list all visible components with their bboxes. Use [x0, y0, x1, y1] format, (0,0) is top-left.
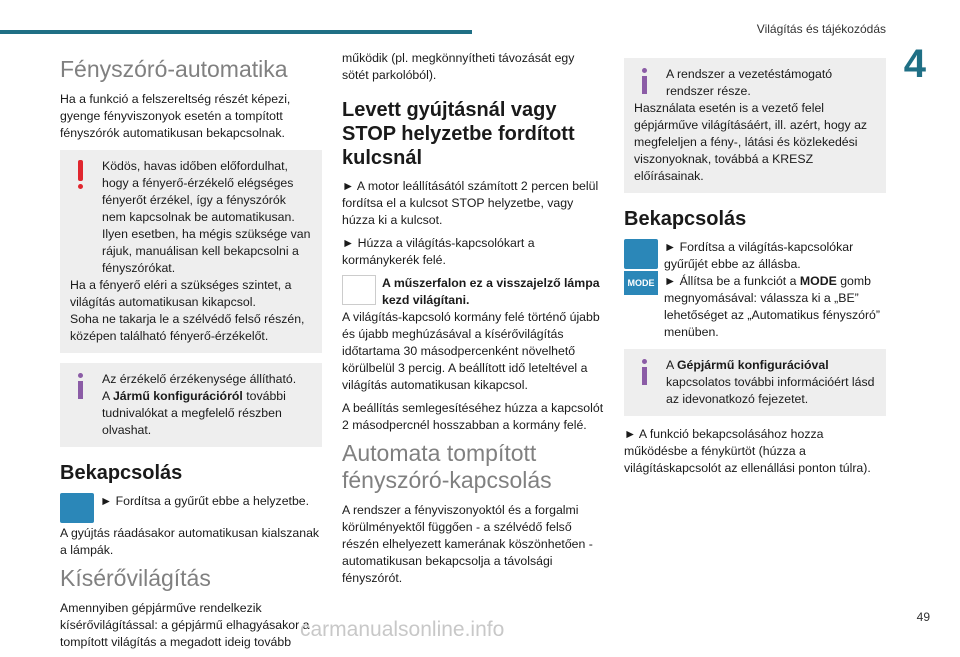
- step-ring: ► Fordítsa a világítás-kapcsolókar gyűrűjét ebbe az állásba.: [664, 240, 854, 271]
- auto-light-icon: [624, 239, 658, 269]
- lamp-note: A műszerfalon ez a visszajelző lámpa kezd világítani.: [382, 276, 600, 307]
- intro-text: Ha a funkció a felszereltség részét képezi, gyenge fényviszonyok esetén a tompított fényszórók automatikusan bekapcsolnak.: [60, 92, 291, 140]
- step-stop: ► A motor leállításától számított 2 percen belül fordítsa el a kulcsot STOP helyzetbe, vagy húzza ki a kulcsot.: [342, 179, 599, 227]
- auto-light-icon: [60, 493, 94, 523]
- heading-auto-headlights: Fényszóró-automatika: [60, 56, 288, 82]
- warning-text-2: Ha a fényerő eléri a szükséges szintet, a világítás automatikusan kikapcsol.: [70, 278, 292, 309]
- step-pull: ► Húzza a világítás-kapcsolókart a kormánykerék felé.: [342, 236, 535, 267]
- info-icon: [640, 359, 648, 389]
- headlamp-indicator-icon: [342, 275, 376, 305]
- warning-icon: [76, 160, 84, 190]
- info-icon: [640, 68, 648, 98]
- step-text: ► Fordítsa a gyűrűt ebbe a helyzetbe.: [100, 494, 310, 508]
- info-text: Az érzékelő érzékenysége állítható.: [102, 372, 297, 386]
- info-text: A rendszer a vezetéstámogató rendszer része.: [666, 67, 833, 98]
- watermark: carmanualsonline.info: [300, 618, 505, 641]
- step-row: MODE ► Fordítsa a világítás-kapcsolókar gyűrűjét ebbe az állásba. ► Állítsa be a funkciót a MODE gomb megnyomásával: válassza ki a „BE” lehetőséget az „Automatikus fényszóró” menüben.: [624, 239, 886, 341]
- step-row: [60, 493, 322, 525]
- auto-dipped-text: A rendszer a fényviszonyoktól és a forgalmi körülményektől függően - a szélvédő felső részén elhelyezett kamerának köszönhetően - automatikusan bekapcsolja a távolsági fényszórót.: [342, 503, 593, 585]
- escort-text: Amennyiben gépjárműve rendelkezik kísérővilágítással: a gépjármű elhagyásakor a tompított világítás a megadott ideig tovább: [60, 601, 310, 649]
- escort-duration: A világítás-kapcsoló kormány felé történő újabb és újabb meghúzásával a kísérővilágítás időtartama 30 másodpercenként növelhető körülbelül 3 percig. A beállított idő leteltével a világítás automatikusan kikapcsol.: [342, 310, 600, 392]
- section-title: Világítás és tájékozódás: [756, 22, 886, 36]
- escort-disable: A beállítás semlegesítéséhez húzza a kapcsolót 2 másodpercnél hosszabban a kormány felé.: [342, 401, 604, 432]
- escort-continued: működik (pl. megkönnyítheti távozását egy sötét parkolóból).: [342, 51, 575, 82]
- info-text-2: Használata esetén is a vezető felel gépjárműve világításáért, ill. azért, hogy az megfeleljen a fény-, látási és közlekedési viszonyoknak, továbbá a KRESZ előírásainak.: [634, 101, 868, 183]
- header-bar: [0, 30, 472, 34]
- warning-text: Ködös, havas időben előfordulhat, hogy a fényerő-érzékelő elégséges fényerőt érzékel, így a fényszórók nem kapcsolnak be automatikusan. Ilyen esetben, ha mégis szüksége van rájuk, manuálisan kell bekapcsolni a fényszórókat.: [102, 159, 311, 275]
- info-bold: Gépjármű konfigurációval: [676, 358, 829, 372]
- info-box-config: A Gépjármű konfigurációval kapcsolatos további információért lásd az idevonatkozó fejezetet.: [624, 349, 886, 416]
- heading-activation: Bekapcsolás: [60, 462, 183, 484]
- chapter-number: 4: [903, 42, 926, 86]
- lamp-row: [342, 275, 604, 309]
- info-box-driver: [624, 58, 886, 193]
- info-icon: [76, 373, 84, 403]
- column-1: [60, 50, 322, 657]
- warning-text-3: Soha ne takarja le a szélvédő felső részén, középen található fényerő-érzékelőt.: [70, 312, 305, 343]
- info-bold: Jármű konfigurációról: [112, 389, 243, 403]
- warning-box: [60, 150, 322, 353]
- step-note: A gyújtás ráadásakor automatikusan kialszanak a lámpák.: [60, 526, 320, 557]
- column-3: [624, 50, 886, 483]
- heading-auto-dipped: Automata tompított fényszóró-kapcsolás: [342, 440, 552, 493]
- heading-escort: Kísérővilágítás: [60, 565, 211, 591]
- mode-icon: MODE: [624, 271, 658, 295]
- info-box: Az érzékelő érzékenysége állítható. A Jármű konfigurációról további tudnivalókat a megfelelő részben olvashat.: [60, 363, 322, 447]
- mode-bold: MODE: [799, 274, 837, 288]
- column-2: [342, 50, 604, 593]
- heading-activation-2: Bekapcsolás: [624, 208, 747, 230]
- heading-ignition-off: Levett gyújtásnál vagy STOP helyzetbe fordított kulcsnál: [342, 99, 575, 169]
- step-flash: ► A funkció bekapcsolásához hozza működésbe a fénykürtöt (húzza a világításkapcsolót az ellenállási ponton túlra).: [624, 427, 871, 475]
- page-number: 49: [916, 610, 930, 624]
